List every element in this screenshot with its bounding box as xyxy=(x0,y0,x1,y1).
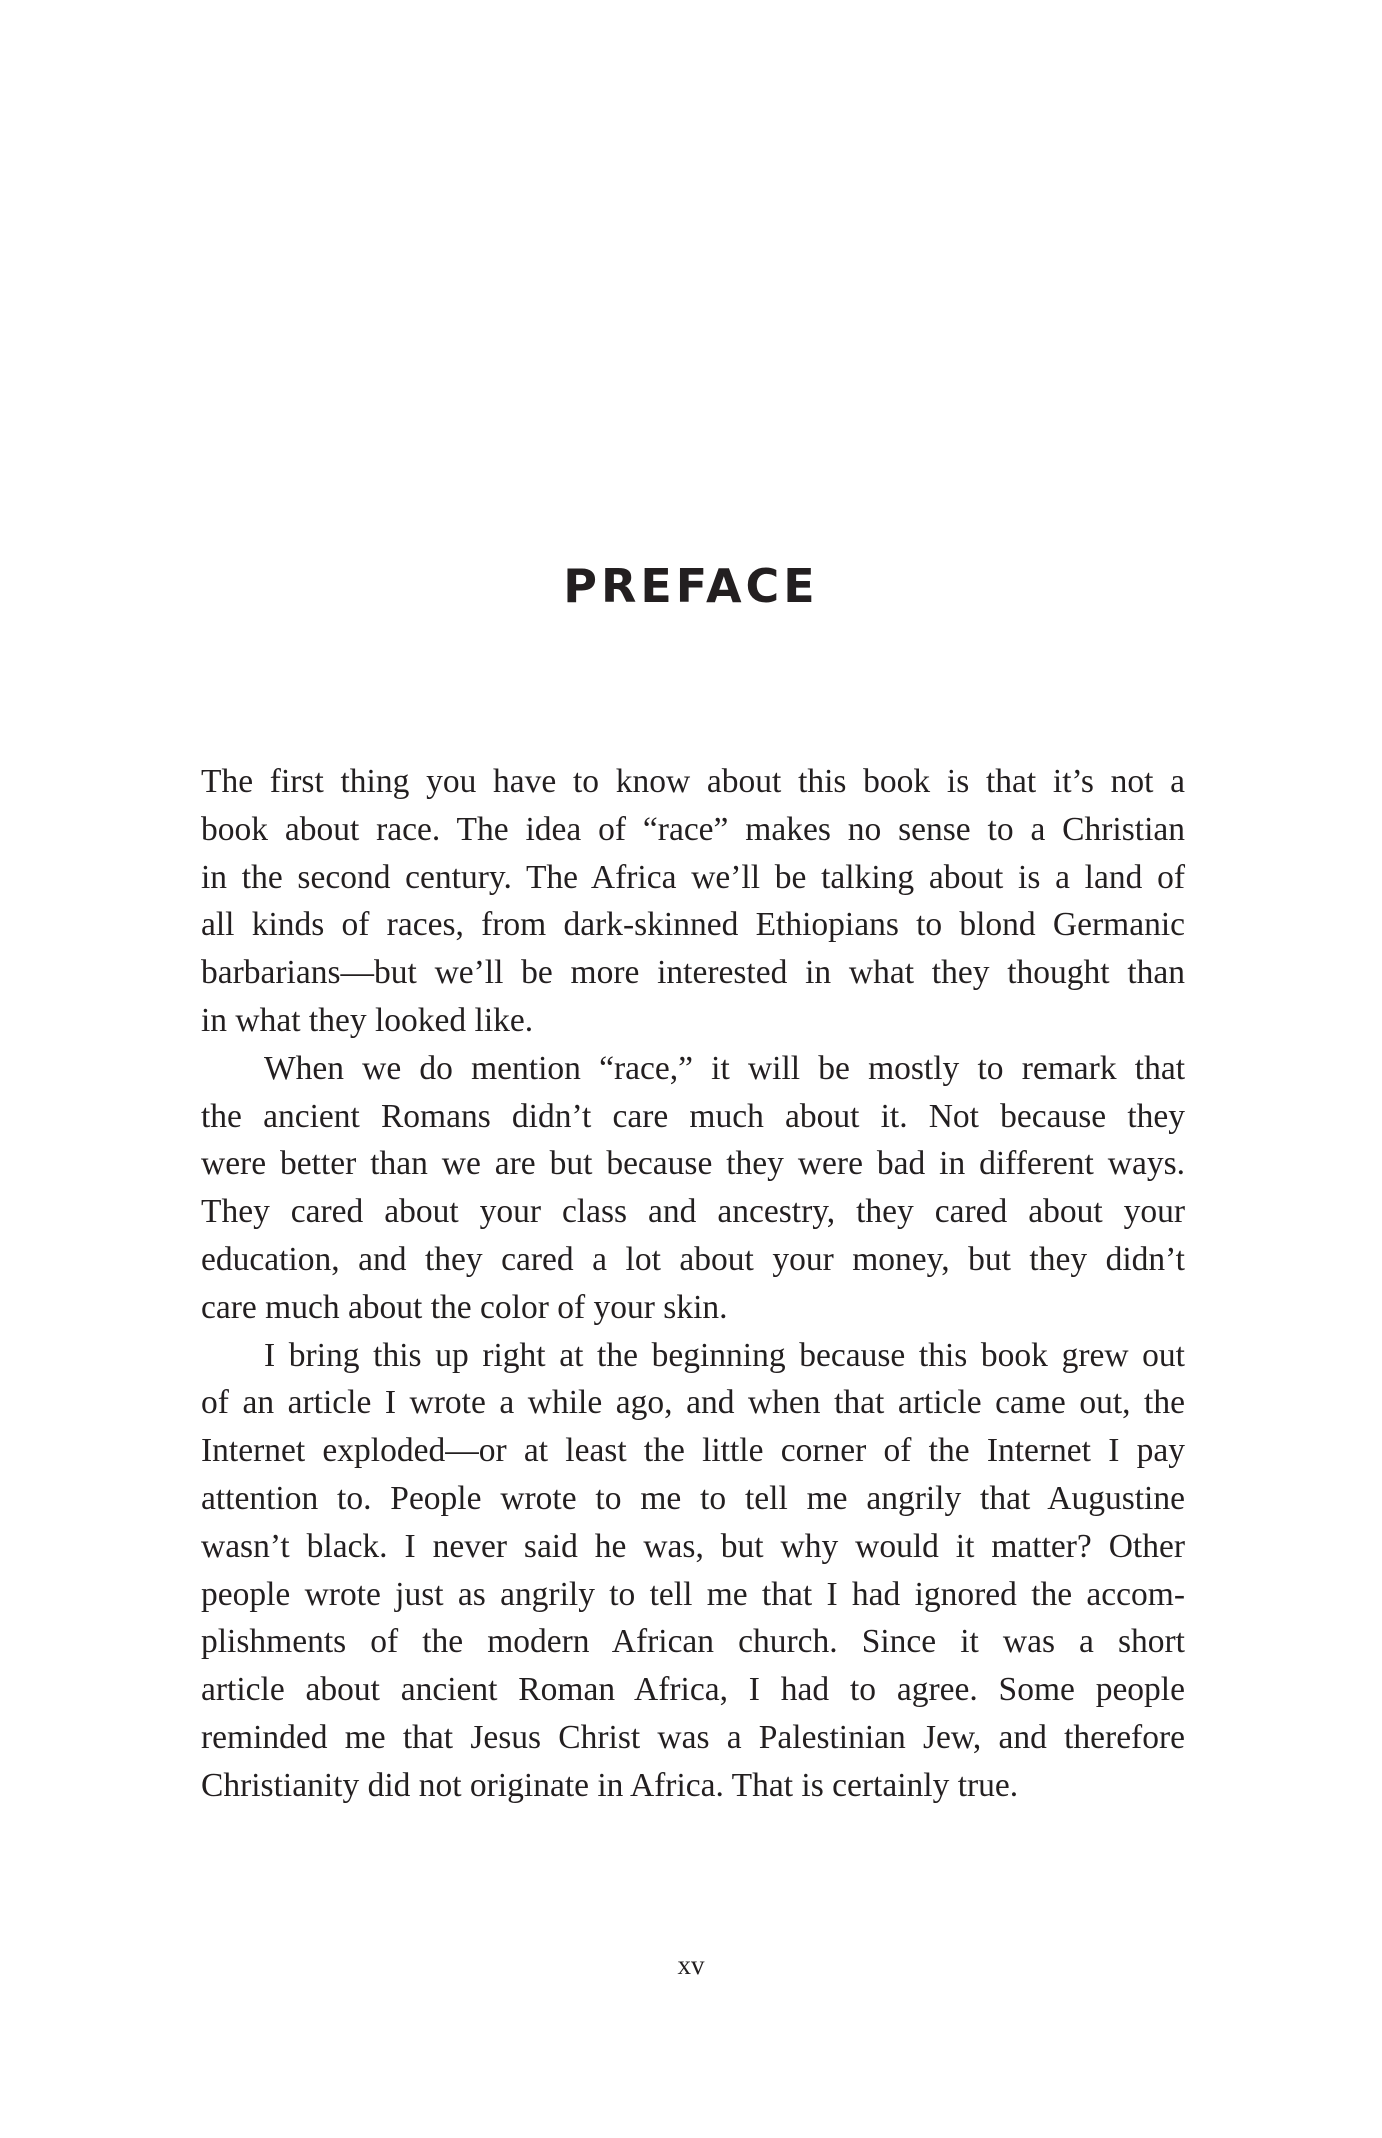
text-line: barbarians—but we’ll be more interested in what they thought than xyxy=(201,954,1185,992)
text-line: They cared about your class and ancestry, they cared about your xyxy=(201,1193,1185,1231)
text-line: wasn’t black. I never said he was, but why would it matter? Other xyxy=(201,1527,1185,1565)
text-line: Christianity did not originate in Africa. That is certainly true. xyxy=(201,1766,1019,1804)
chapter-title: PREFACE xyxy=(563,559,819,613)
text-line: of an article I wrote a while ago, and when that article came out, the xyxy=(201,1384,1185,1422)
text-line: were better than we are but because they were bad in different ways. xyxy=(201,1145,1185,1183)
text-line: care much about the color of your skin. xyxy=(201,1288,728,1326)
body-text xyxy=(201,758,1185,1810)
paragraph-1 xyxy=(201,758,1185,1045)
text-line: all kinds of races, from dark-skinned Ethiopians to blond Germanic xyxy=(201,906,1185,944)
text-line: people wrote just as angrily to tell me that I had ignored the accom- xyxy=(201,1575,1185,1613)
page-number: xv xyxy=(677,1950,705,1980)
text-line: Internet exploded—or at least the little corner of the Internet I pay xyxy=(201,1432,1185,1470)
text-line: When we do mention “race,” it will be mostly to remark that xyxy=(264,1049,1185,1087)
text-line: The first thing you have to know about this book is that it’s not a xyxy=(201,763,1185,800)
text-line: attention to. People wrote to me to tell me angrily that Augustine xyxy=(201,1479,1185,1517)
text-line: in what they looked like. xyxy=(201,1001,534,1039)
text-line: in the second century. The Africa we’ll be talking about is a land of xyxy=(201,858,1185,896)
text-line: reminded me that Jesus Christ was a Palestinian Jew, and therefore xyxy=(201,1718,1185,1756)
text-line: article about ancient Roman Africa, I had to agree. Some people xyxy=(201,1671,1185,1709)
text-line: education, and they cared a lot about your money, but they didn’t xyxy=(201,1240,1185,1278)
paragraph-2 xyxy=(201,1045,1185,1332)
paragraph-3 xyxy=(201,1332,1185,1810)
text-line: the ancient Romans didn’t care much about it. Not because they xyxy=(201,1097,1185,1135)
text-line: I bring this up right at the beginning because this book grew out xyxy=(264,1336,1185,1374)
text-line: plishments of the modern African church. Since it was a short xyxy=(201,1623,1185,1661)
text-line: book about race. The idea of “race” makes no sense to a Christian xyxy=(201,810,1185,848)
